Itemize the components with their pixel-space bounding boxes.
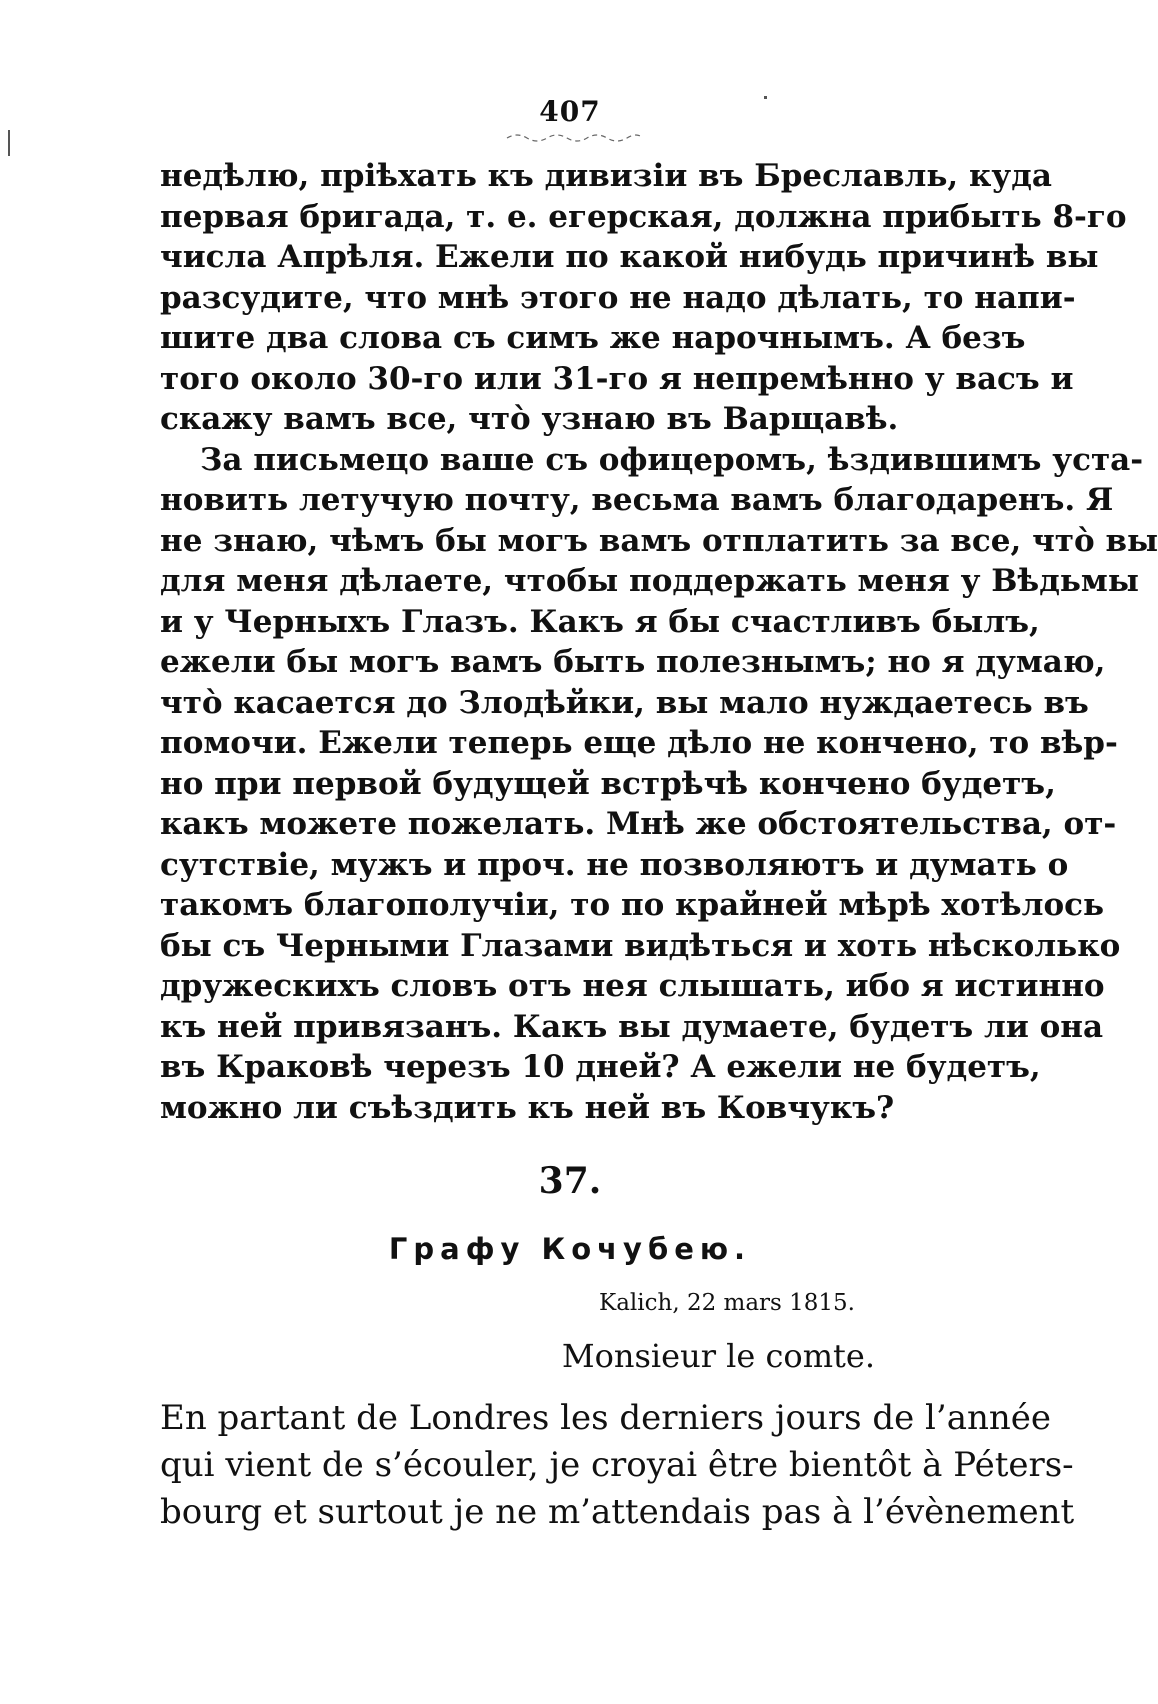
russian-letter-text <box>160 156 1158 1128</box>
text-line: но при первой будущей встрѣчѣ кончено будетъ, <box>160 765 1056 802</box>
text-line: для меня дѣлаете, чтобы поддержать меня у Вѣдьмы <box>160 563 1139 599</box>
text-line: помочи. Ежели теперь еще дѣло не кончено, то вѣр- <box>160 725 1118 761</box>
text-line: первая бригада, т. е. егерская, должна прибыть 8-го <box>160 198 1127 235</box>
margin-mark-left <box>8 130 10 156</box>
letter-salutation: Monsieur le comte. <box>561 1337 875 1375</box>
text-line: что̀ касается до Злодѣйки, вы мало нуждаетесь въ <box>160 684 1089 721</box>
ornament-icon <box>505 130 645 142</box>
text-line: скажу вамъ все, что̀ узнаю въ Варщавѣ. <box>160 401 899 437</box>
text-line: какъ можете пожелать. Мнѣ же обстоятельства, от- <box>160 806 1117 842</box>
text-line: бы съ Черными Глазами видѣться и хоть нѣсколько <box>160 927 1121 964</box>
text-line: въ Краковѣ черезъ 10 дней? А ежели не будетъ, <box>160 1049 1041 1085</box>
text-line: За письмецо ваше съ офицеромъ, ѣздившимъ уста- <box>200 441 1144 478</box>
text-line: можно ли съѣздить къ ней въ Ковчукъ? <box>160 1089 895 1126</box>
text-line: дружескихъ словъ отъ нея слышать, ибо я истинно <box>160 968 1105 1004</box>
text-line: къ ней привязанъ. Какъ вы думаете, будетъ ли она <box>160 1008 1104 1045</box>
text-line: числа Апрѣля. Ежели по какой нибудь причинѣ вы <box>160 239 1099 275</box>
letter-addressee: Графу Кочубею. <box>388 1232 752 1266</box>
text-line: такомъ благополучіи, то по крайней мѣрѣ хотѣлось <box>160 887 1105 923</box>
text-line: ежели бы могъ вамъ быть полезнымъ; но я думаю, <box>160 644 1106 680</box>
letter-dateline: Kalich, 22 mars 1815. <box>599 1290 855 1316</box>
page-number: 407 <box>539 95 601 128</box>
text-line: того около 30-го или 31-го я непремѣнно у васъ и <box>160 360 1074 397</box>
text-line: En partant de Londres les derniers jours de l’année <box>160 1398 1052 1438</box>
text-line: шите два слова съ симъ же нарочнымъ. А безъ <box>160 320 1026 356</box>
text-line: новить летучую почту, весьма вамъ благодаренъ. Я <box>160 482 1114 518</box>
text-line: сутствіе, мужъ и проч. не позволяютъ и думать о <box>160 846 1069 883</box>
margin-mark-right <box>764 96 767 99</box>
french-letter-text <box>160 1395 1075 1536</box>
text-line: и у Черныхъ Глазъ. Какъ я бы счастливъ былъ, <box>160 603 1040 640</box>
text-line: qui vient de s’écouler, je croyai être bientôt à Péters- <box>160 1445 1074 1485</box>
text-line: bourg et surtout je ne m’attendais pas à l’évènement <box>160 1492 1075 1532</box>
text-line: не знаю, чѣмъ бы могъ вамъ отплатить за все, что̀ вы <box>160 522 1158 559</box>
text-line: недѣлю, пріѣхать къ дивизіи въ Бреславль, куда <box>160 158 1052 194</box>
letter-number: 37. <box>538 1160 602 1202</box>
text-line: разсудите, что мнѣ этого не надо дѣлать, то напи- <box>160 279 1076 316</box>
